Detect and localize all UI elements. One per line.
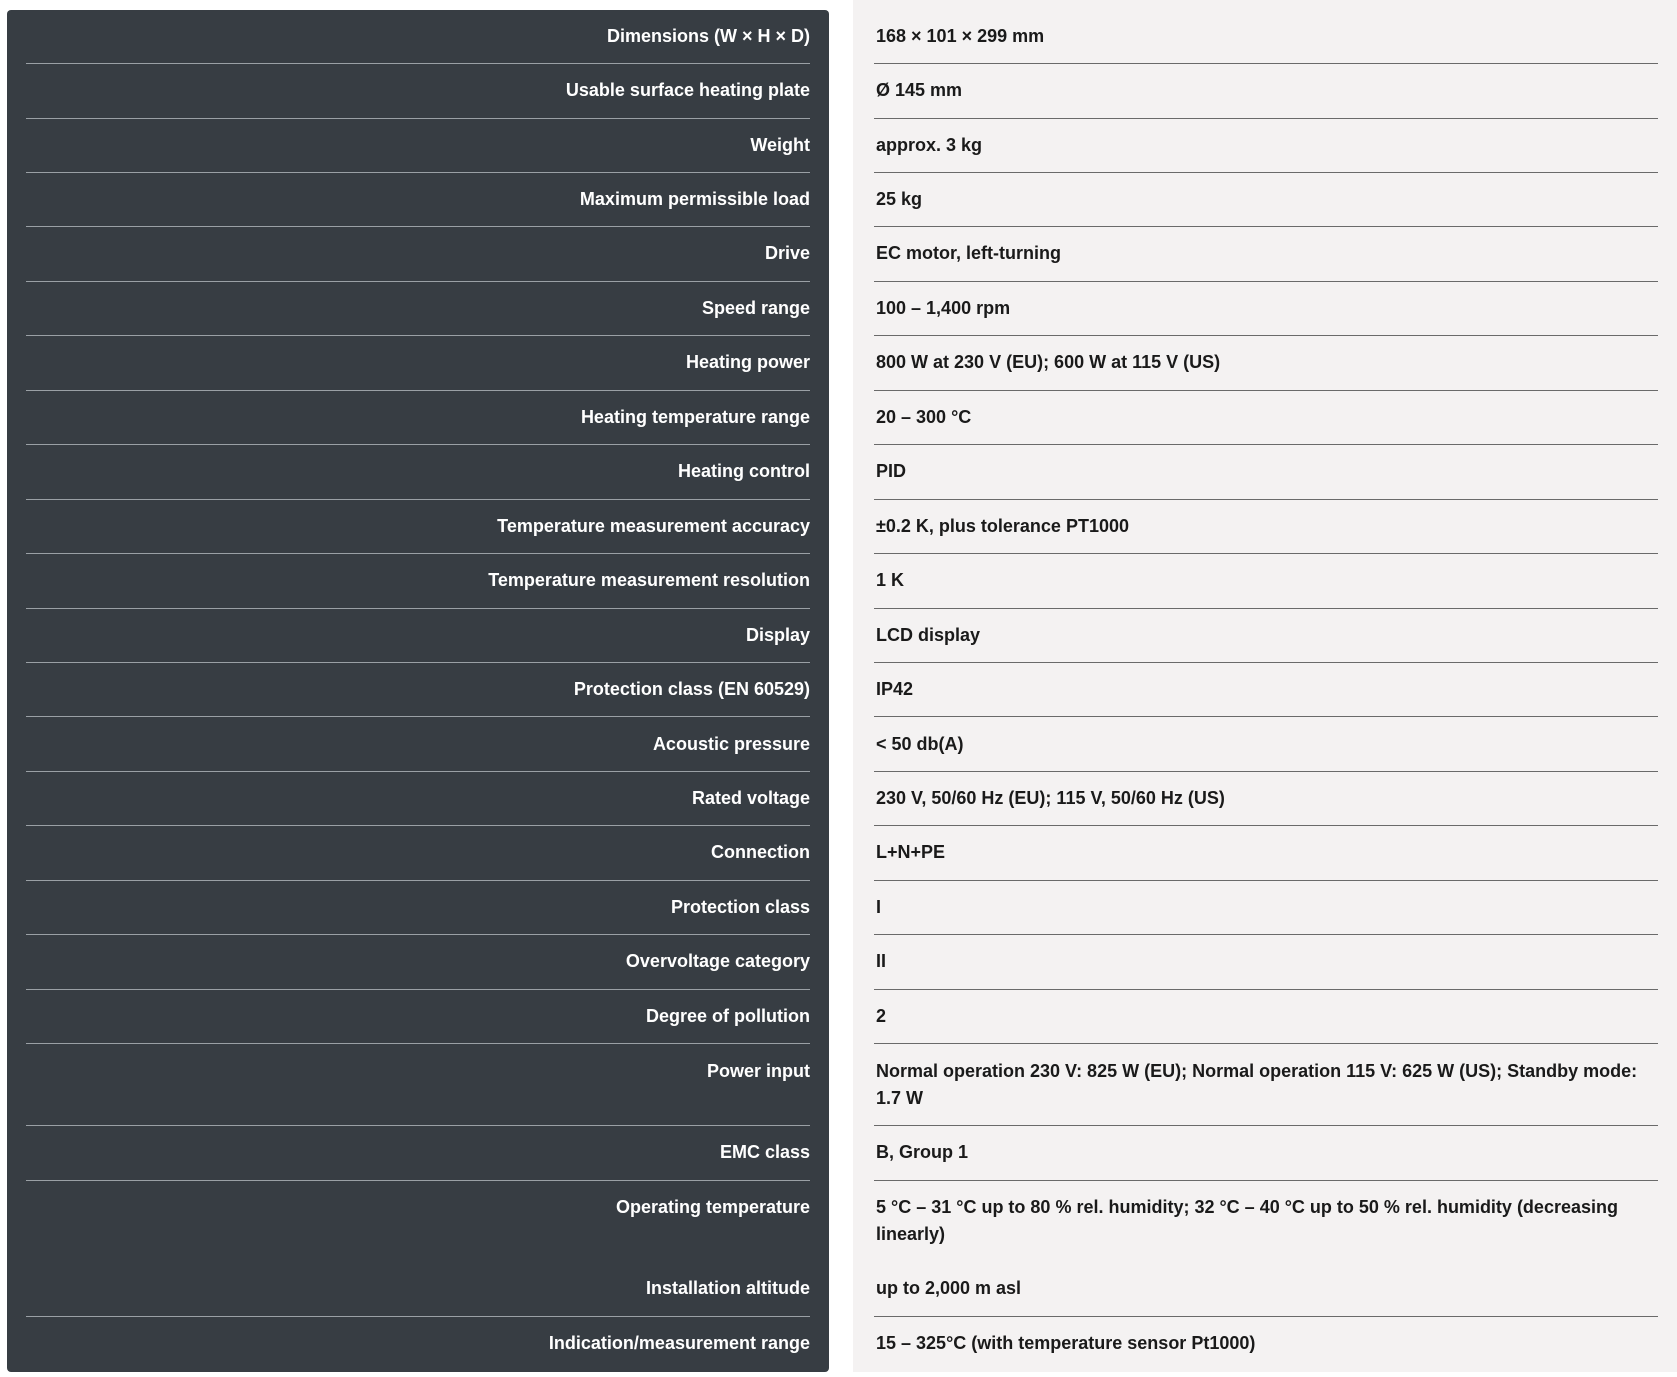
- row-divider: [26, 934, 810, 935]
- row-divider: [26, 1125, 810, 1126]
- spec-value: EC motor, left-turning: [876, 243, 1061, 263]
- spec-value: ±0.2 K, plus tolerance PT1000: [876, 516, 1129, 536]
- spec-value: 230 V, 50/60 Hz (EU); 115 V, 50/60 Hz (US): [876, 788, 1225, 808]
- row-divider: [874, 989, 1658, 990]
- row-divider: [874, 553, 1658, 554]
- row-divider: [874, 172, 1658, 173]
- row-divider: [874, 444, 1658, 445]
- spec-value: approx. 3 kg: [876, 135, 983, 155]
- spec-value: 100 – 1,400 rpm: [876, 298, 1011, 318]
- row-divider: [26, 771, 810, 772]
- spec-value: < 50 db(A): [876, 734, 964, 754]
- row-divider: [26, 281, 810, 282]
- spec-value: 800 W at 230 V (EU); 600 W at 115 V (US): [876, 352, 1221, 372]
- row-divider: [874, 281, 1658, 282]
- spec-value: Normal operation 230 V: 825 W (EU); Normal operation 115 V: 625 W (US); Standby mode: 1.7 W: [876, 1061, 1638, 1108]
- row-divider: [874, 1316, 1658, 1317]
- spec-label: Indication/measurement range: [548, 1333, 810, 1353]
- spec-value: L+N+PE: [876, 842, 946, 862]
- row-divider: [874, 1043, 1658, 1044]
- row-divider: [26, 444, 810, 445]
- spec-value: 1 K: [876, 570, 905, 590]
- spec-value: up to 2,000 m asl: [876, 1278, 1022, 1298]
- spec-value: IP42: [876, 679, 914, 699]
- spec-label: Dimensions (W × H × D): [606, 26, 810, 46]
- spec-value: I: [876, 897, 882, 917]
- spec-label: Protection class (EN 60529): [573, 679, 810, 699]
- spec-value: 20 – 300 °C: [876, 407, 972, 427]
- spec-value: 5 °C – 31 °C up to 80 % rel. humidity; 32 °C – 40 °C up to 50 % rel. humidity (decreasing linearly): [876, 1197, 1618, 1244]
- row-divider: [874, 226, 1658, 227]
- spec-label: Speed range: [701, 298, 810, 318]
- row-divider: [26, 1180, 810, 1181]
- row-divider: [874, 934, 1658, 935]
- spec-value: 168 × 101 × 299 mm: [876, 26, 1045, 46]
- spec-label: Heating temperature range: [580, 407, 810, 427]
- spec-label: Connection: [711, 842, 810, 862]
- spec-label: Display: [745, 625, 810, 645]
- spec-value: Ø 145 mm: [876, 80, 963, 100]
- spec-label: Overvoltage category: [625, 951, 810, 971]
- row-divider: [26, 825, 810, 826]
- row-divider: [26, 390, 810, 391]
- row-divider: [26, 1316, 810, 1317]
- row-divider: [874, 825, 1658, 826]
- row-divider: [874, 662, 1658, 663]
- row-divider: [26, 1043, 810, 1044]
- row-divider: [874, 608, 1658, 609]
- spec-label: Installation altitude: [645, 1278, 810, 1298]
- spec-value: LCD display: [876, 625, 981, 645]
- spec-value: B, Group 1: [876, 1142, 969, 1162]
- spec-label: Acoustic pressure: [652, 734, 810, 754]
- row-divider: [874, 335, 1658, 336]
- spec-label: Temperature measurement resolution: [488, 570, 810, 590]
- row-divider: [26, 499, 810, 500]
- row-divider: [26, 172, 810, 173]
- spec-label: Usable surface heating plate: [565, 80, 810, 100]
- row-divider: [26, 662, 810, 663]
- spec-label: Weight: [750, 135, 810, 155]
- row-divider: [874, 499, 1658, 500]
- row-divider: [26, 118, 810, 119]
- row-divider: [26, 608, 810, 609]
- spec-label: Maximum permissible load: [579, 189, 810, 209]
- spec-label: Temperature measurement accuracy: [497, 516, 810, 536]
- spec-value: 2: [876, 1006, 887, 1026]
- row-divider: [26, 226, 810, 227]
- spec-value: PID: [876, 461, 907, 481]
- spec-label: Protection class: [670, 897, 810, 917]
- row-divider: [874, 880, 1658, 881]
- row-divider: [874, 390, 1658, 391]
- row-divider: [26, 989, 810, 990]
- row-divider: [874, 716, 1658, 717]
- spec-label: Degree of pollution: [646, 1006, 810, 1026]
- row-divider: [874, 1125, 1658, 1126]
- spec-value: II: [876, 951, 887, 971]
- spec-label: Operating temperature: [615, 1197, 810, 1217]
- spec-value: 25 kg: [876, 189, 923, 209]
- spec-label: Rated voltage: [691, 788, 810, 808]
- row-divider: [874, 118, 1658, 119]
- row-divider: [26, 553, 810, 554]
- row-divider: [26, 335, 810, 336]
- spec-value: 15 – 325°C (with temperature sensor Pt1000): [876, 1333, 1256, 1353]
- row-divider: [874, 771, 1658, 772]
- spec-label: Heating power: [685, 352, 810, 372]
- spec-label: Heating control: [677, 461, 810, 481]
- row-divider: [26, 63, 810, 64]
- row-divider: [26, 716, 810, 717]
- row-divider: [26, 880, 810, 881]
- spec-label: EMC class: [719, 1142, 810, 1162]
- spec-label: Power input: [707, 1061, 810, 1081]
- spec-label: Drive: [764, 243, 810, 263]
- row-divider: [874, 63, 1658, 64]
- row-divider: [874, 1180, 1658, 1181]
